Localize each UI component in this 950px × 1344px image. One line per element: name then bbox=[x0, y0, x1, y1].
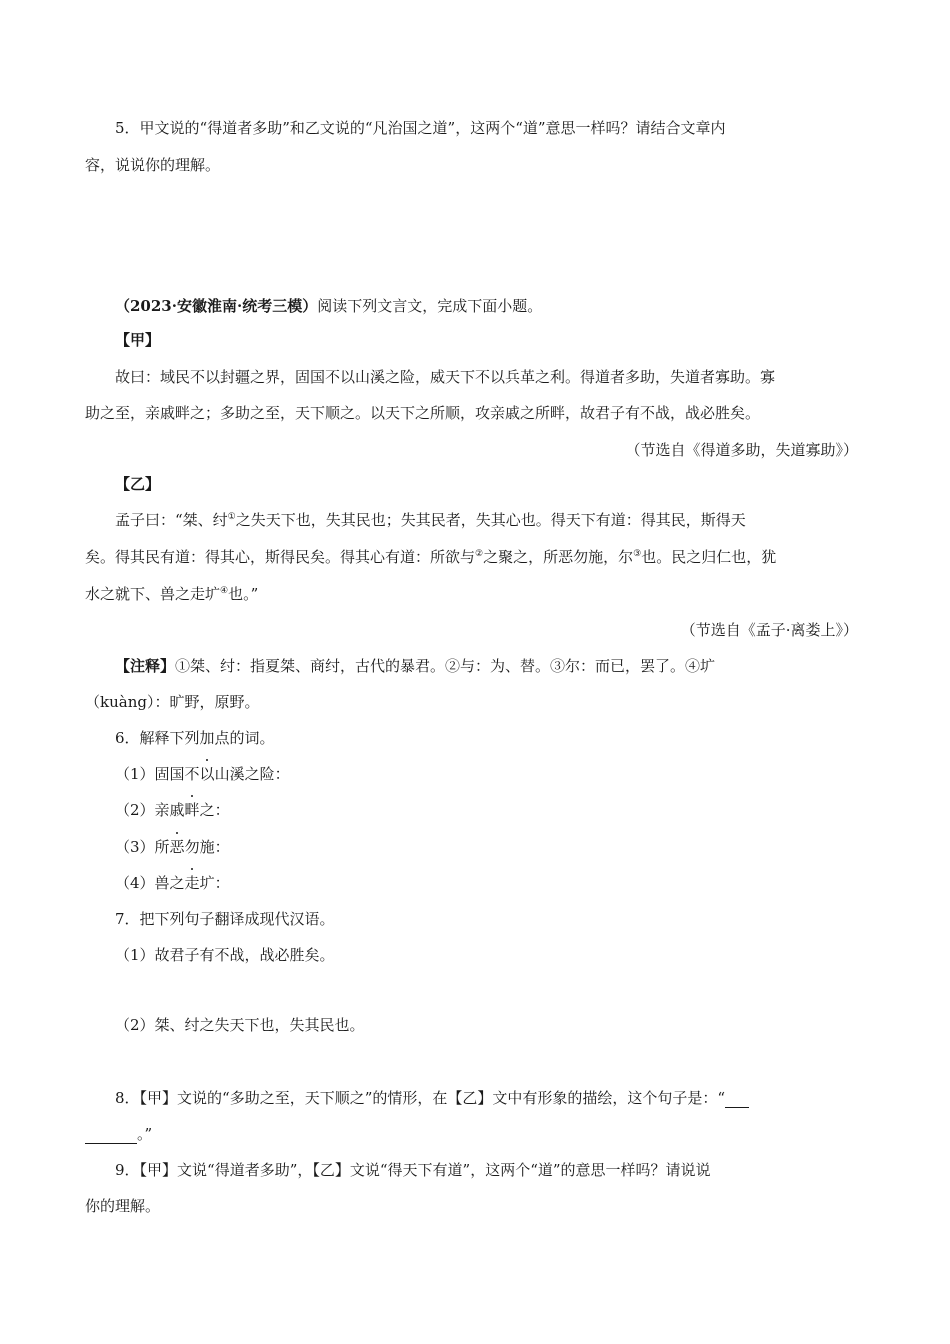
jia-line1: 故曰：域民不以封疆之界，固国不以山溪之险，威天下不以兵革之利。得道者多助，失道者寡助。寡 bbox=[115, 368, 776, 386]
yi-heading: 【乙】 bbox=[115, 475, 161, 493]
q6-item4 bbox=[115, 873, 230, 893]
yi-line2-text-b: 之聚之，所恶勿施，尔 bbox=[483, 548, 634, 566]
q6-item1-post: 山溪之险： bbox=[214, 765, 290, 783]
q8-line1 bbox=[115, 1088, 749, 1108]
q6-item2 bbox=[115, 800, 230, 820]
yi-line2 bbox=[85, 547, 776, 567]
yi-line3-text-a: 水之就下、兽之走圹 bbox=[85, 585, 221, 603]
q6-item3-post: 勿施： bbox=[184, 838, 230, 856]
q7-item1: （1）故君子有不战，战必胜矣。 bbox=[115, 946, 335, 964]
q9-line2: 你的理解。 bbox=[85, 1197, 161, 1215]
q6-item1-pre: （1）固国不 bbox=[115, 765, 200, 783]
yi-line1-text-a: 孟子曰：“桀、纣 bbox=[115, 511, 228, 529]
q7-item2: （2）桀、纣之失天下也，失其民也。 bbox=[115, 1016, 365, 1034]
dotted-word: 恶 bbox=[169, 838, 185, 856]
notes-line1 bbox=[115, 656, 715, 676]
jia-line2: 助之至，亲戚畔之；多助之至，天下顺之。以天下之所顺，攻亲戚之所畔，故君子有不战，战必胜矣。 bbox=[85, 404, 761, 422]
answer-blank-continued[interactable] bbox=[85, 1127, 137, 1144]
source-instruction: 阅读下列文言文，完成下面小题。 bbox=[317, 297, 543, 315]
notes-line2: （kuàng）：旷野，原野。 bbox=[85, 693, 260, 711]
yi-line2-text-c: 也。民之归仁也，犹 bbox=[641, 548, 777, 566]
q9-line1: 9．【甲】文说“得道者多助”，【乙】文说“得天下有道”，这两个“道”的意思一样吗？请说说 bbox=[115, 1161, 711, 1179]
passage-source-header bbox=[115, 296, 542, 316]
q6-item2-post: 之： bbox=[199, 801, 230, 819]
q6-item3 bbox=[115, 837, 230, 857]
footnote-marker: ① bbox=[227, 512, 236, 522]
q6-item3-pre: （3）所 bbox=[115, 838, 170, 856]
dotted-word: 以 bbox=[199, 765, 215, 783]
notes-text: ①桀、纣：指夏桀、商纣，古代的暴君。②与：为、替。③尔：而已，罢了。④圹 bbox=[175, 657, 716, 675]
q8-text: 8．【甲】文说的“多助之至，天下顺之”的情形，在【乙】文中有形象的描绘，这个句子是：“ bbox=[115, 1089, 726, 1107]
yi-line3-text-b: 也。” bbox=[228, 585, 259, 603]
footnote-marker: ④ bbox=[220, 586, 229, 596]
footnote-marker: ③ bbox=[633, 549, 642, 559]
q6-item1 bbox=[115, 764, 290, 784]
q8-line2-end: 。” bbox=[137, 1125, 153, 1143]
yi-line3 bbox=[85, 584, 258, 604]
yi-source: （节选自《孟子·离娄上》） bbox=[680, 621, 858, 639]
footnote-marker: ② bbox=[475, 549, 484, 559]
notes-label: 【注释】 bbox=[115, 657, 176, 675]
q6-item2-pre: （2）亲戚 bbox=[115, 801, 185, 819]
jia-source: （节选自《得道多助，失道寡助》） bbox=[625, 441, 858, 459]
yi-line1-text-b: 之失天下也，失其民也；失其民者，失其心也。得天下有道：得其民，斯得天 bbox=[235, 511, 746, 529]
source-tag: （2023·安徽淮南·统考三模） bbox=[115, 297, 318, 315]
answer-blank[interactable] bbox=[725, 1091, 749, 1108]
yi-line2-text-a: 矣。得其民有道：得其心，斯得民矣。得其心有道：所欲与 bbox=[85, 548, 476, 566]
q6-stem: 6．解释下列加点的词。 bbox=[115, 729, 275, 747]
dotted-word: 畔 bbox=[184, 801, 200, 819]
q6-item4-pre: （4）兽之 bbox=[115, 874, 185, 892]
q5-line2: 容，说说你的理解。 bbox=[85, 156, 221, 174]
q7-stem: 7．把下列句子翻译成现代汉语。 bbox=[115, 910, 335, 928]
q8-line2 bbox=[85, 1124, 152, 1144]
yi-line1 bbox=[115, 510, 746, 530]
dotted-word: 走 bbox=[184, 874, 200, 892]
q5-line1: 5．甲文说的“得道者多助”和乙文说的“凡治国之道”，这两个“道”意思一样吗？请结合文章内 bbox=[115, 119, 726, 137]
q6-item4-post: 圹： bbox=[199, 874, 230, 892]
jia-heading: 【甲】 bbox=[115, 331, 161, 349]
